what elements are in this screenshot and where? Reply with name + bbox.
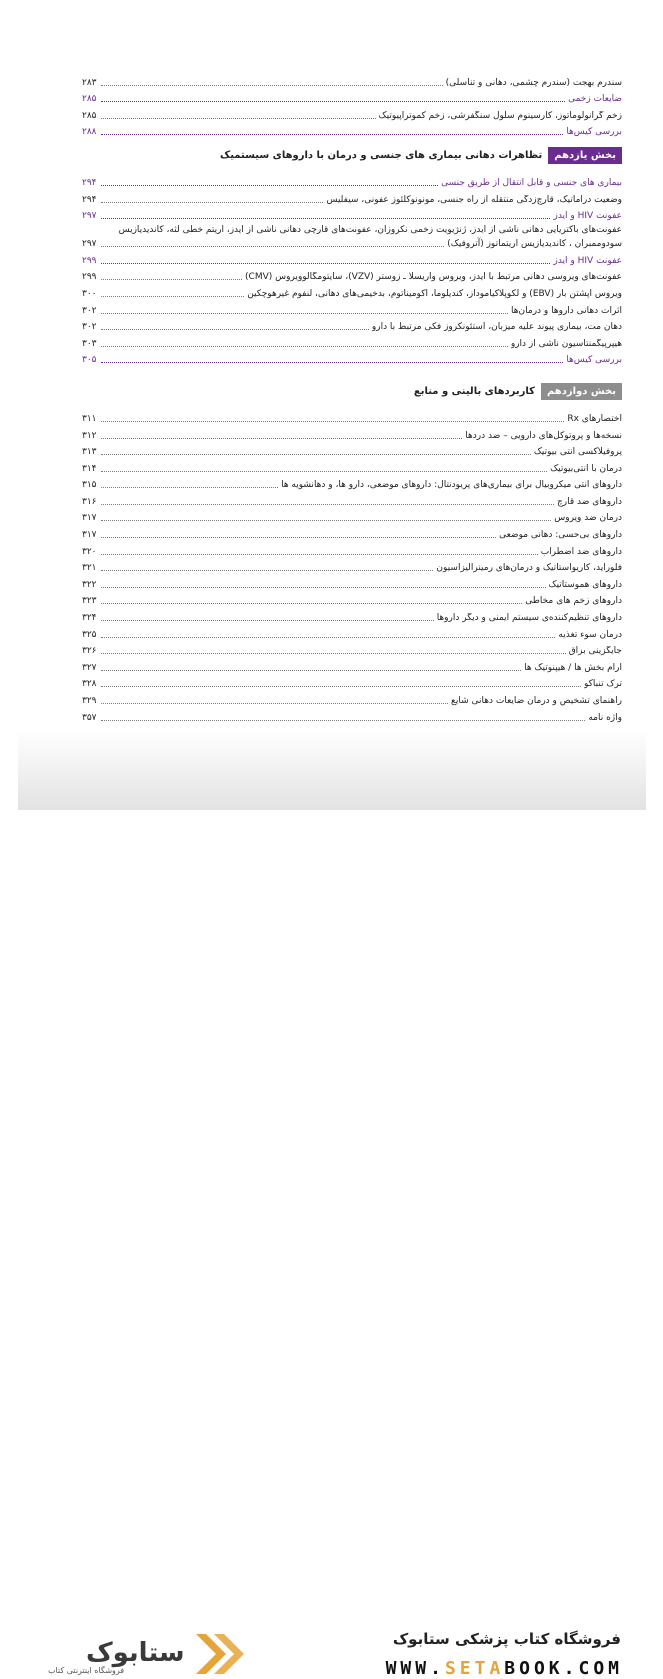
toc-entry-title: واژه نامه: [588, 712, 622, 723]
section-12-header: [82, 380, 622, 402]
toc-entry[interactable]: [82, 508, 622, 525]
toc-entry-title: داروهای زخم های مخاطی: [525, 596, 622, 607]
dot-leader: [101, 185, 438, 186]
toc-entry-title: فلوراید، کاریواستاتیک و درمان‌های رمینرالیزاسیون: [436, 563, 622, 574]
toc-entry-title: ویروس اپشتن بار (EBV) و لکوپلاکیاموداز، کندیلوما، آکومیناتوم، بدخیمی‌های دهانی، لنفوم غیرهوچکین: [247, 288, 622, 299]
toc-entry-title: هیپرپیگمنتاسیون ناشی از دارو: [510, 338, 622, 349]
toc-entry[interactable]: [82, 558, 622, 575]
toc-entry-title: دهان مت، بیماری پیوند علیه میزبان، استئونکروز فکی مرتبط با دارو: [371, 322, 622, 333]
toc-entry-page: ۲۹۷: [82, 211, 97, 222]
dot-leader: [101, 570, 433, 571]
url-suffix: BOOK.COM: [504, 1658, 623, 1679]
toc-entry-page: ۳۱۲: [82, 430, 97, 441]
toc-entry[interactable]: [82, 442, 622, 459]
url-prefix: WWW.: [385, 1658, 445, 1679]
dot-leader: [101, 471, 547, 472]
toc-entry[interactable]: [82, 317, 622, 334]
dot-leader: [101, 637, 555, 638]
setabook-logo-icon: [192, 1630, 248, 1678]
store-name: فروشگاه کتاب پزشکی ستابوک: [392, 1630, 621, 1648]
toc-entry[interactable]: [82, 591, 622, 608]
toc-entry-page: ۳۰۰: [82, 288, 97, 299]
toc-entry-title: ترک تنباکو: [584, 679, 622, 690]
toc-entry[interactable]: [82, 674, 622, 691]
toc-entry[interactable]: [82, 300, 622, 317]
toc-entry-page: ۳۱۴: [82, 463, 97, 474]
toc-entry-title-line2: سودوممبران ، کاندیدیازیس اریتماتوز (آتروفیک): [447, 239, 622, 250]
toc-entry-title: سندرم بهجت (سندرم چشمی، دهانی و تناسلی): [445, 77, 622, 88]
toc-entry[interactable]: [82, 641, 622, 658]
toc-entry[interactable]: [82, 283, 622, 300]
toc-entry-title: بررسی کیس‌ها: [566, 355, 622, 366]
toc-entry-page: ۳۲۵: [82, 629, 97, 640]
toc-entry[interactable]: [82, 607, 622, 624]
toc-entry-page: ۳۱۷: [82, 530, 97, 541]
dot-leader: [101, 587, 546, 588]
toc-group-3: [82, 250, 622, 366]
toc-entry[interactable]: [82, 541, 622, 558]
dot-leader: [101, 554, 538, 555]
toc-entry[interactable]: [82, 458, 622, 475]
toc-entry-title: راهنمای تشخیص و درمان ضایعات دهانی شایع: [451, 696, 622, 706]
toc-group-4: [82, 408, 622, 723]
section-11-header: [82, 144, 622, 166]
dot-leader: [101, 346, 508, 347]
toc-entry-page: ۳۲۸: [82, 679, 97, 690]
toc-entry[interactable]: [82, 624, 622, 641]
toc-entry-title: نسخه‌ها و پروتوکل‌های دارویی – ضد دردها: [465, 430, 622, 441]
toc-entry-page: ۲۸۳: [82, 77, 97, 88]
section-11-title: تظاهرات دهانی بیماری های جنسی و درمان با داروهای سیستمیک: [219, 149, 543, 161]
toc-entry[interactable]: [82, 122, 622, 139]
dot-leader: [101, 438, 462, 439]
toc-entry-title: اختصارهای Rx: [567, 413, 622, 424]
toc-entry-title: بیماری های جنسی و قابل انتقال از طریق جنسی: [441, 177, 622, 188]
toc-entry-page: ۲۹۴: [82, 194, 97, 205]
toc-entry[interactable]: [82, 105, 622, 122]
url-highlight: SETA: [444, 1658, 505, 1679]
toc-entry-page: ۳۲۴: [82, 613, 97, 624]
toc-entry-page: ۳۲۱: [82, 563, 97, 574]
toc-entry-page: ۳۰۳: [82, 338, 97, 349]
toc-entry-title: عفونت‌های ویروسی دهانی مرتبط با ایدز، ویروس واریسلا ـ زوستر (VZV)، سایتومگالوویروس (CMV): [245, 272, 622, 283]
dot-leader: [101, 504, 554, 505]
toc-entry-title: داروهای ضد اضطراب: [540, 546, 622, 557]
toc-entry-title: عفونت HIV و ایدز: [553, 255, 622, 266]
toc-entry[interactable]: [82, 333, 622, 350]
toc-entry-page: ۳۱۱: [82, 413, 97, 424]
toc-entry-title: ضایعات زخمی: [568, 94, 622, 105]
dot-leader: [101, 362, 563, 363]
dot-leader: [101, 421, 564, 422]
dot-leader: [101, 686, 581, 687]
toc-entry-title: درمان ضد ویروس: [554, 513, 622, 524]
footer-banner: [0, 810, 663, 1679]
section-12-tag: بخش دوازدهم: [541, 383, 622, 400]
toc-entry-page: ۳۲۳: [82, 596, 97, 607]
toc-entry-page: ۳۲۰: [82, 546, 97, 557]
toc-entry-title: درمان سوء تغذیه: [558, 629, 622, 640]
toc-entry-title: داروهای هموستاتیک: [548, 579, 622, 590]
dot-leader: [101, 653, 566, 654]
toc-entry[interactable]: [82, 89, 622, 106]
dot-leader: [101, 85, 443, 86]
toc-entry-title: زخم گرانولوماتوز، کارسینوم سلول سنگفرشی، زخم کموتراپیوتیک: [378, 110, 622, 121]
toc-entry[interactable]: [82, 491, 622, 508]
toc-entry[interactable]: [82, 189, 622, 206]
toc-entry-page: ۳۵۷: [82, 712, 97, 723]
toc-entry-title: داروهای آنتی میکروبیال برای بیماری‌های پریودنتال: داروهای موضعی، دارو ها، و دهانشویه ها: [281, 480, 622, 491]
dot-leader: [101, 313, 508, 314]
toc-entry-page: ۲۸۸: [82, 127, 97, 138]
toc-entry-title: داروهای ضد قارچ: [556, 496, 622, 507]
dot-leader: [101, 296, 244, 297]
toc-entry-title: جایگزینی بزاق: [568, 646, 622, 657]
dot-leader: [101, 720, 585, 721]
dot-leader: [101, 537, 496, 538]
toc-entry-page: ۲۸۵: [82, 110, 97, 121]
dot-leader: [101, 603, 522, 604]
toc-entry-page: ۳۰۲: [82, 305, 97, 316]
toc-entry[interactable]: [82, 707, 622, 724]
dot-leader: [101, 329, 369, 330]
toc-entry-page: ۳۲۲: [82, 579, 97, 590]
toc-entry-page: ۳۰۲: [82, 322, 97, 333]
toc-entry-page: ۳۱۵: [82, 480, 97, 491]
toc-entry[interactable]: [82, 475, 622, 492]
table-of-contents: [82, 72, 622, 724]
toc-entry[interactable]: [82, 206, 622, 223]
toc-entry-title: داروهای تنظیم‌کننده‌ی سیستم ایمنی و دیگر داروها: [436, 613, 622, 624]
toc-entry[interactable]: [82, 172, 622, 189]
toc-entry-page: ۳۲۷: [82, 662, 97, 673]
dot-leader: [101, 134, 563, 135]
dot-leader: [101, 454, 531, 455]
toc-entry[interactable]: [82, 524, 622, 541]
toc-entry-page: ۳۱۷: [82, 513, 97, 524]
dot-leader: [101, 670, 521, 671]
toc-entry-page: ۳۱۶: [82, 496, 97, 507]
toc-entry-title: وضعیت دراماتیک، قارچ‌زدگی منتقله از راه جنسی، مونونوکلئوز عفونی، سیفلیس: [326, 194, 622, 205]
toc-entry-title: داروهای بی‌حسی: دهانی موضعی: [499, 530, 622, 541]
dot-leader: [101, 246, 444, 247]
toc-entry[interactable]: [82, 425, 622, 442]
dot-leader: [101, 263, 550, 264]
toc-entry-page: ۳۱۳: [82, 447, 97, 458]
toc-entry-title: عفونت HIV و ایدز: [553, 211, 622, 222]
toc-entry[interactable]: [82, 408, 622, 425]
toc-entry[interactable]: [82, 657, 622, 674]
dot-leader: [101, 202, 323, 203]
toc-entry[interactable]: [82, 690, 622, 707]
toc-group-1: [82, 72, 622, 138]
toc-entry-page: ۲۹۷: [82, 239, 97, 250]
section-12-title: کاربردهای بالینی و منابع: [413, 385, 535, 397]
dot-leader: [101, 118, 376, 119]
toc-entry-page: ۳۲۶: [82, 646, 97, 657]
dot-leader: [101, 703, 448, 704]
dot-leader: [101, 279, 242, 280]
bottom-fade-overlay: [18, 730, 646, 810]
toc-entry-title: درمان با آنتی‌بیوتیک: [550, 463, 622, 474]
toc-entry[interactable]: [82, 574, 622, 591]
toc-entry[interactable]: [82, 250, 622, 267]
dot-leader: [101, 218, 550, 219]
toc-entry-title: آرام بخش ها / هیپنوتیک ها: [524, 662, 622, 673]
toc-entry-page: ۲۹۹: [82, 255, 97, 266]
toc-entry-title: اثرات دهانی داروها و درمان‌ها: [511, 305, 622, 316]
dot-leader: [101, 520, 551, 521]
toc-entry-page: ۲۸۵: [82, 94, 97, 105]
toc-entry-title: پروفیلاکسی آنتی بیوتیک: [533, 447, 622, 458]
toc-entry-wrapped[interactable]: [82, 222, 622, 250]
store-url[interactable]: [386, 1658, 623, 1679]
toc-group-2: [82, 172, 622, 222]
dot-leader: [101, 620, 434, 621]
toc-entry-title-line1: عفونت‌های باکتریایی دهانی ناشی از ایدز، ژنژیویت زخمی نکروزان، عفونت‌های قارچی دهانی ناشی از ایدز، اریتم خطی لثه، کاندیدیازیس: [118, 225, 622, 236]
toc-entry-title: بررسی کیس‌ها: [566, 127, 622, 138]
dot-leader: [101, 101, 565, 102]
dot-leader: [101, 487, 278, 488]
toc-entry[interactable]: [82, 267, 622, 284]
section-11-tag: بخش یازدهم: [548, 147, 622, 164]
toc-entry-page: ۳۰۵: [82, 355, 97, 366]
toc-entry-page: ۲۹۴: [82, 177, 97, 188]
toc-entry-page: ۳۲۹: [82, 696, 97, 706]
toc-entry-page: ۲۹۹: [82, 272, 97, 283]
toc-entry[interactable]: [82, 72, 622, 89]
toc-entry[interactable]: [82, 350, 622, 367]
logo-subtitle: فروشگاه اینترنتی کتاب: [48, 1666, 125, 1675]
logo-name: ستابوک: [86, 1638, 185, 1668]
